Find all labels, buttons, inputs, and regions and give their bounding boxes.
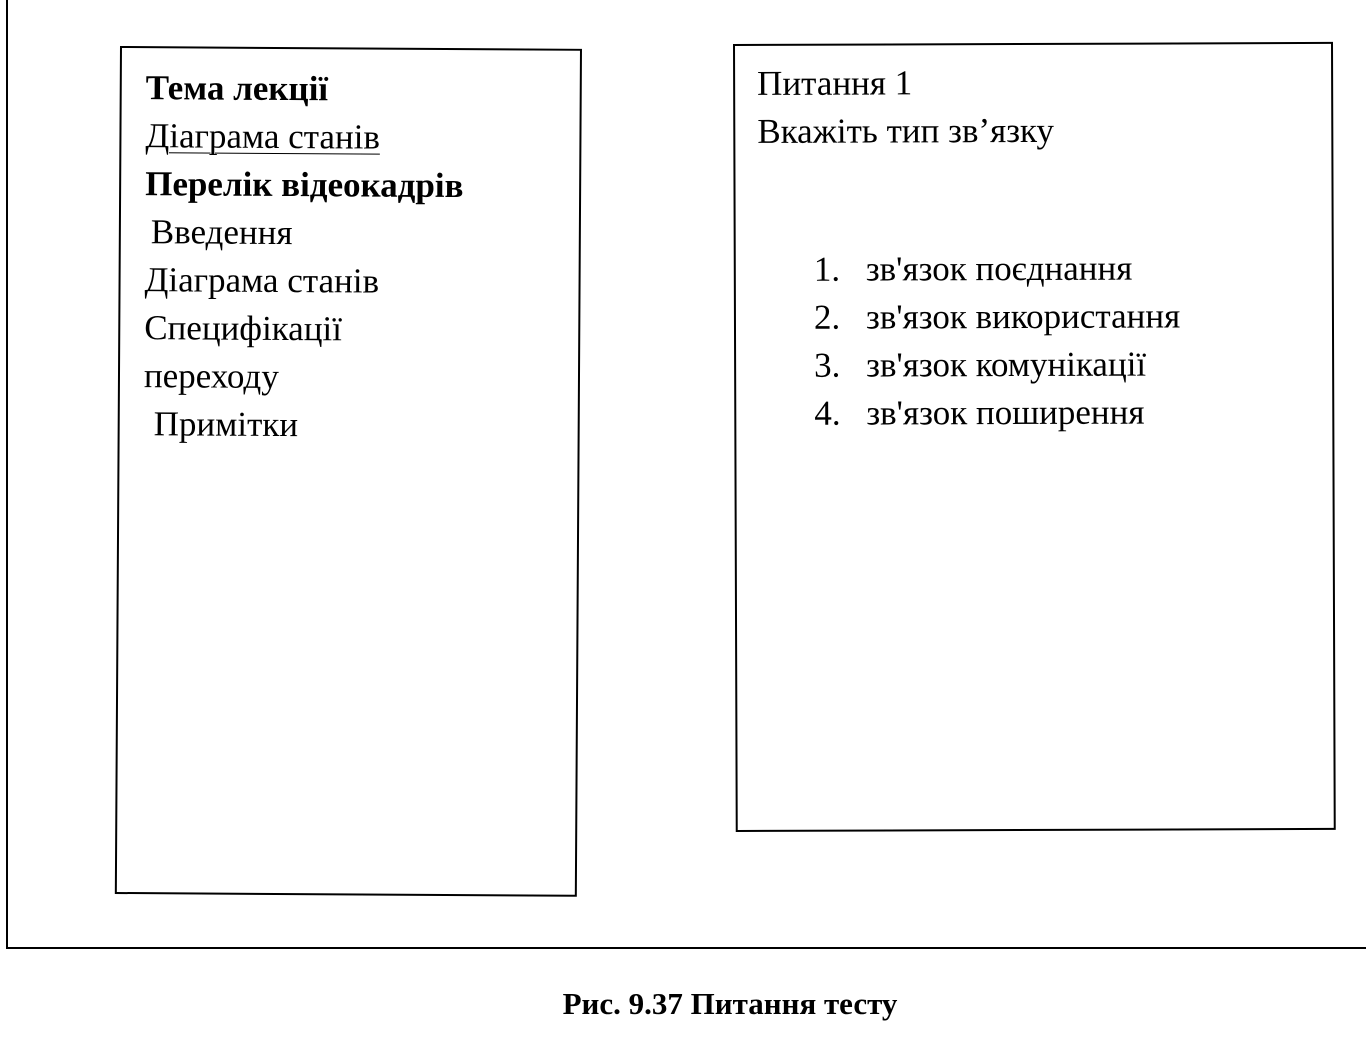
question-title: Питання 1 bbox=[757, 63, 913, 103]
question-panel bbox=[733, 42, 1336, 832]
answer-number: 1. bbox=[813, 249, 841, 289]
answer-number: 3. bbox=[814, 345, 841, 385]
lecture-content bbox=[144, 64, 465, 450]
question-header bbox=[757, 59, 1054, 156]
answer-number: 4. bbox=[814, 393, 841, 433]
answer-label: зв'язок поєднання bbox=[865, 248, 1133, 289]
lecture-topic-link[interactable]: Діаграма станів bbox=[145, 116, 381, 157]
figure-caption: Рис. 9.37 Питання тесту bbox=[562, 986, 898, 1021]
answer-option[interactable] bbox=[814, 244, 1180, 293]
frames-list-heading: Перелік відеокадрів bbox=[145, 164, 464, 206]
answer-list bbox=[814, 244, 1181, 437]
frame-item-transition-spec-cont[interactable]: переходу bbox=[143, 356, 279, 396]
answer-number: 2. bbox=[813, 297, 841, 337]
frame-item-intro[interactable]: Введення bbox=[150, 212, 293, 253]
frame-item-transition-spec[interactable]: Специфікації bbox=[144, 308, 343, 349]
frame-item-state-diagram[interactable]: Діаграма станів bbox=[144, 260, 380, 301]
question-text: Вкажіть тип зв’язку bbox=[757, 110, 1055, 151]
frame-item-notes[interactable]: Примітки bbox=[153, 404, 299, 445]
answer-label: зв'язок поширення bbox=[866, 392, 1145, 433]
answer-option[interactable] bbox=[814, 292, 1180, 341]
answer-option[interactable] bbox=[814, 340, 1180, 389]
answer-label: зв'язок використання bbox=[865, 296, 1181, 337]
lecture-panel bbox=[115, 46, 582, 897]
answer-option[interactable] bbox=[814, 388, 1180, 437]
answer-label: зв'язок комунікації bbox=[866, 344, 1147, 385]
lecture-topic-heading: Тема лекції bbox=[145, 68, 329, 109]
